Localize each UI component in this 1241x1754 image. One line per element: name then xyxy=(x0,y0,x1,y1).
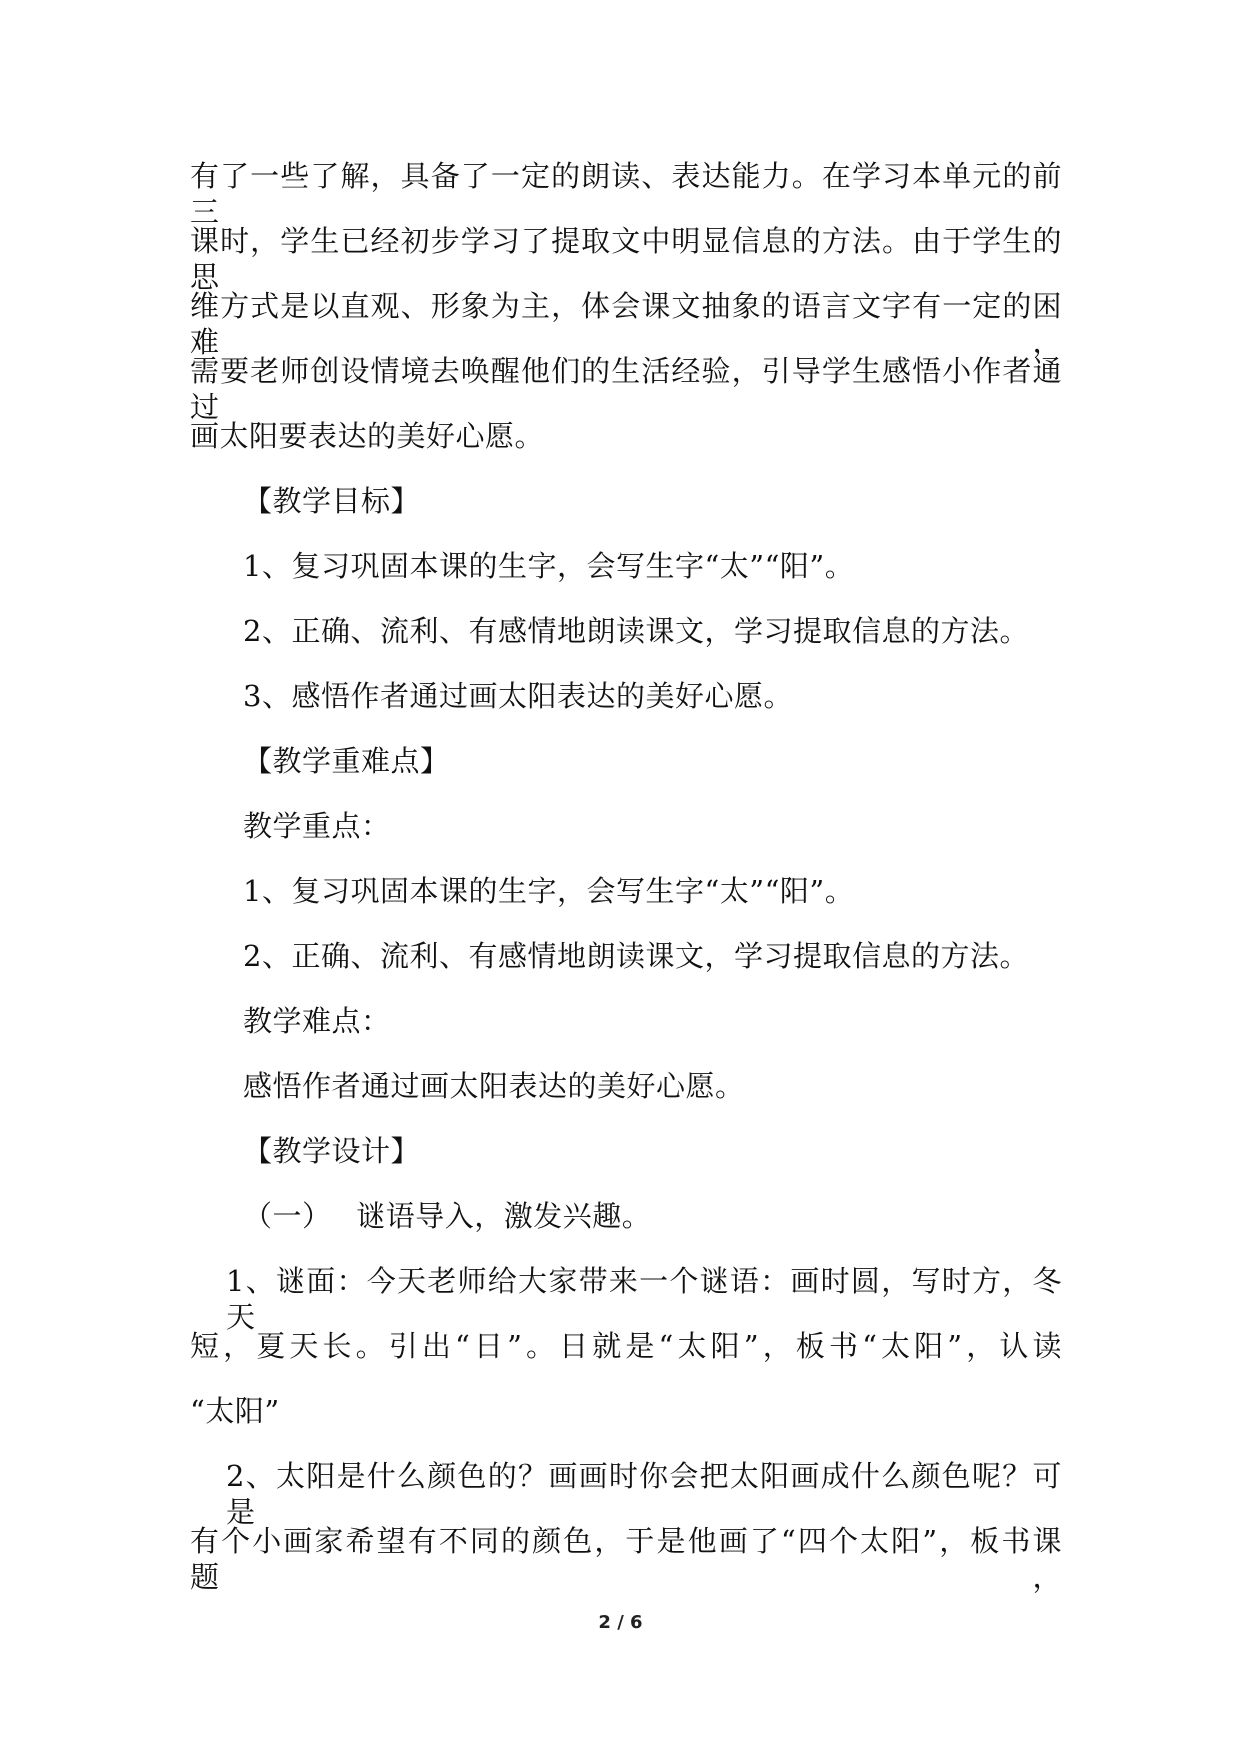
body-text-line: 画太阳要表达的美好心愿。 xyxy=(190,419,545,453)
body-text-line: 维方式是以直观、形象为主，体会课文抽象的语言文字有一定的困难， xyxy=(190,289,1062,359)
subheading: 教学难点： xyxy=(243,1004,391,1038)
body-text-line: 有个小画家希望有不同的颜色，于是他画了“四个太阳”，板书课题， xyxy=(190,1524,1062,1594)
body-text-line: 有了一些了解，具备了一定的朗读、表达能力。在学习本单元的前三 xyxy=(190,159,1062,229)
section-heading: 【教学设计】 xyxy=(243,1134,421,1168)
subheading: 教学重点： xyxy=(243,809,391,843)
section-heading: 【教学重难点】 xyxy=(243,744,450,778)
step-heading: （一） 谜语导入，激发兴趣。 xyxy=(243,1199,652,1233)
objective-item: 1、复习巩固本课的生字，会写生字“太”“阳”。 xyxy=(243,549,855,583)
body-text-line: 短，夏天长。引出“日”。日就是“太阳”，板书“太阳”，认读 xyxy=(190,1329,1062,1363)
page-number: 2 / 6 xyxy=(598,1612,643,1633)
body-text-line: “太阳” xyxy=(190,1394,280,1428)
section-heading: 【教学目标】 xyxy=(243,484,421,518)
body-text-line: 课时，学生已经初步学习了提取文中明显信息的方法。由于学生的思 xyxy=(190,224,1062,294)
body-text-line: 2、太阳是什么颜色的？画画时你会把太阳画成什么颜色呢？可是 xyxy=(226,1459,1062,1529)
objective-item: 2、正确、流利、有感情地朗读课文，学习提取信息的方法。 xyxy=(243,614,1029,648)
body-text-line: 1、谜面：今天老师给大家带来一个谜语：画时圆，写时方，冬天 xyxy=(226,1264,1062,1334)
objective-item: 3、感悟作者通过画太阳表达的美好心愿。 xyxy=(243,679,793,713)
key-point-item: 2、正确、流利、有感情地朗读课文，学习提取信息的方法。 xyxy=(243,939,1029,973)
difficulty-item: 感悟作者通过画太阳表达的美好心愿。 xyxy=(243,1069,745,1103)
key-point-item: 1、复习巩固本课的生字，会写生字“太”“阳”。 xyxy=(243,874,855,908)
body-text-line: 需要老师创设情境去唤醒他们的生活经验，引导学生感悟小作者通过 xyxy=(190,354,1062,424)
